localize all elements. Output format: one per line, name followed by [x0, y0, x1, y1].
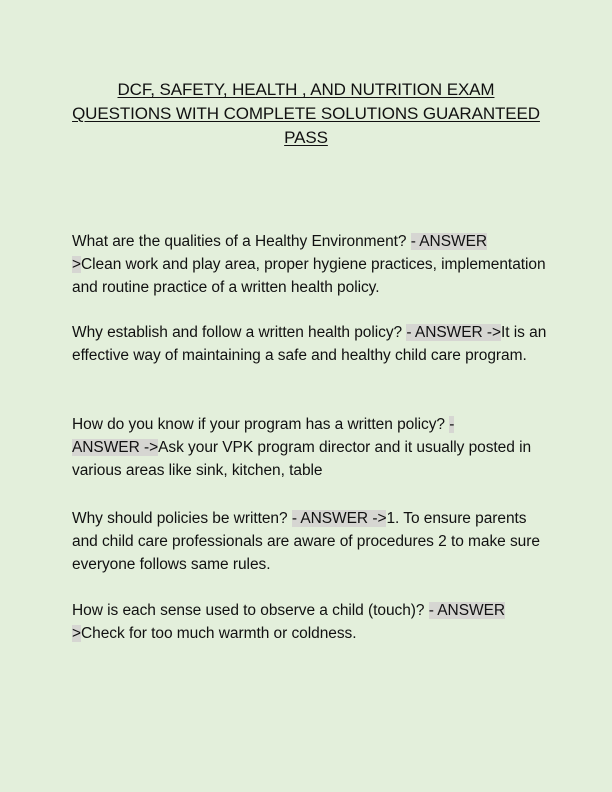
answer-text: It is an effective way of maintaining a safe and healthy child care program.: [72, 324, 547, 364]
answer-marker-start: -: [449, 416, 455, 433]
answer-text: Ask your VPK program director and it usually posted in various areas like sink, kitchen, table: [72, 439, 532, 479]
answer-marker: - ANSWER: [428, 602, 505, 619]
answer-marker: - ANSWER: [410, 233, 487, 250]
document-title: [60, 78, 552, 150]
title-line: PASS: [284, 128, 328, 147]
answer-marker: - ANSWER ->: [406, 324, 502, 341]
qa-item-program-policy: [72, 413, 552, 482]
qa-item-policies-written: [72, 507, 552, 576]
question-text: How is each sense used to observe a child (touch)?: [72, 602, 425, 619]
question-text: What are the qualities of a Healthy Environment?: [72, 233, 407, 250]
answer-marker: - ANSWER ->: [291, 510, 387, 527]
answer-text: Check for too much warmth or coldness.: [81, 625, 357, 642]
qa-item-sense-touch: [72, 599, 552, 645]
answer-marker-tail: >: [72, 256, 82, 273]
answer-marker-rest: ANSWER ->: [72, 439, 159, 456]
question-text: How do you know if your program has a written policy?: [72, 416, 445, 433]
title-line: DCF, SAFETY, HEALTH , AND NUTRITION EXAM: [117, 80, 495, 99]
question-text: Why establish and follow a written health policy?: [72, 324, 403, 341]
qa-item-written-health-policy: [72, 321, 552, 367]
answer-text: Clean work and play area, proper hygiene practices, implementation and routine practice of a written health policy.: [72, 256, 546, 296]
qa-item-healthy-environment: [72, 230, 552, 299]
answer-text: 1. To ensure parents and child care professionals are aware of procedures 2 to make sure everyone follows same rules.: [72, 510, 540, 573]
title-line: QUESTIONS WITH COMPLETE SOLUTIONS GUARANTEED: [72, 104, 540, 123]
answer-marker-tail: >: [72, 625, 82, 642]
question-text: Why should policies be written?: [72, 510, 288, 527]
